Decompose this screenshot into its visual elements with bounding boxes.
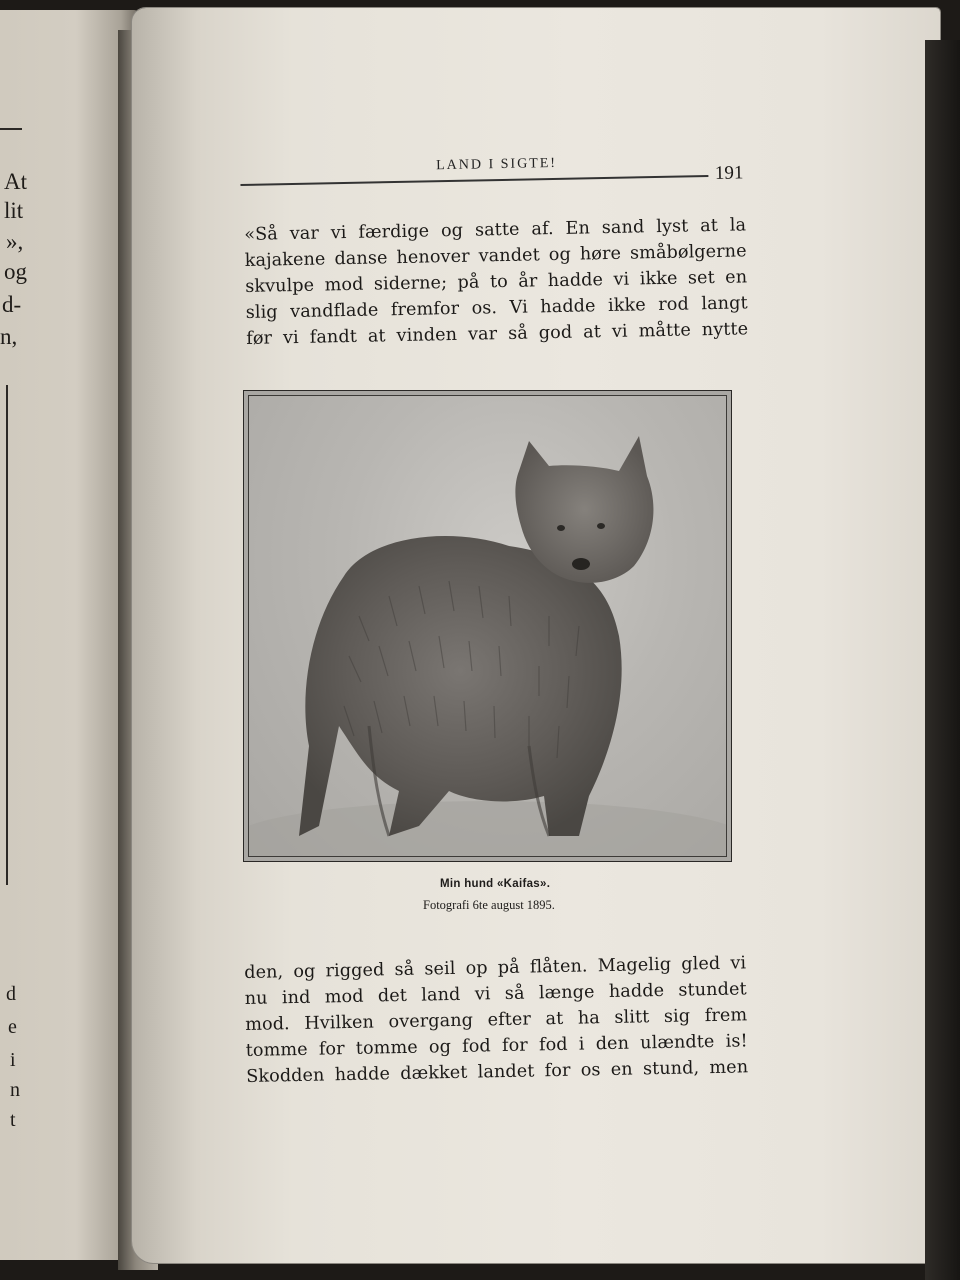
- left-page-fragment: t: [10, 1109, 16, 1131]
- left-page-fragment: i: [10, 1049, 16, 1071]
- left-page-fragment: e: [8, 1016, 17, 1038]
- figure-caption-title: Min hund «Kaifas».: [440, 878, 551, 890]
- left-page-fragment: n,: [0, 324, 18, 349]
- paragraph-bottom: [244, 950, 748, 1090]
- left-page-fragment: At: [4, 169, 27, 194]
- left-page-fragment: og: [4, 259, 27, 284]
- left-page-fragment: d-: [2, 292, 22, 317]
- dog-body: [299, 536, 622, 836]
- text-line: slig vandflade fremfor os. Vi hadde ikke rod langt: [245, 293, 748, 323]
- text-line: Skodden hadde dækket landet for os en stund, men: [246, 1057, 749, 1087]
- right-page-edge: [925, 40, 960, 1280]
- left-page-fragment: n: [10, 1079, 20, 1101]
- text-line: «Så var vi færdige og satte af. En sand lyst at la: [244, 215, 747, 245]
- left-page-fragment: d: [6, 983, 16, 1005]
- running-title: LAND I SIGTE!: [436, 155, 558, 174]
- photo-plate: [243, 390, 732, 862]
- dog-illustration: [249, 396, 727, 857]
- text-line: før vi fandt at vinden var så god at vi måtte nytte: [246, 319, 749, 349]
- left-page-plate-edge: [0, 385, 8, 885]
- left-page-fragment: lit: [4, 198, 24, 223]
- dog-photograph: [248, 395, 727, 857]
- header-rule: [240, 175, 708, 185]
- text-line: den, og rigged så seil op på flåten. Magelig gled vi: [244, 953, 747, 983]
- left-page-fragment: »,: [6, 229, 24, 254]
- paragraph-top: [244, 212, 748, 352]
- page-number: 191: [714, 162, 744, 184]
- text-line: skvulpe mod siderne; på to år hadde vi ikke set en: [245, 267, 748, 297]
- text-line: nu ind mod det land vi så længe hadde stundet: [244, 979, 747, 1009]
- figure-caption-subtitle: Fotografi 6te august 1895.: [423, 898, 555, 912]
- text-line: tomme for tomme og fod for fod i den ulændte is!: [245, 1031, 748, 1061]
- text-line: mod. Hvilken overgang efter at ha slitt sig frem: [245, 1005, 748, 1035]
- text-line: kajakene danse henover vandet og høre småbølgerne: [244, 241, 747, 271]
- left-page-rule: [0, 128, 22, 130]
